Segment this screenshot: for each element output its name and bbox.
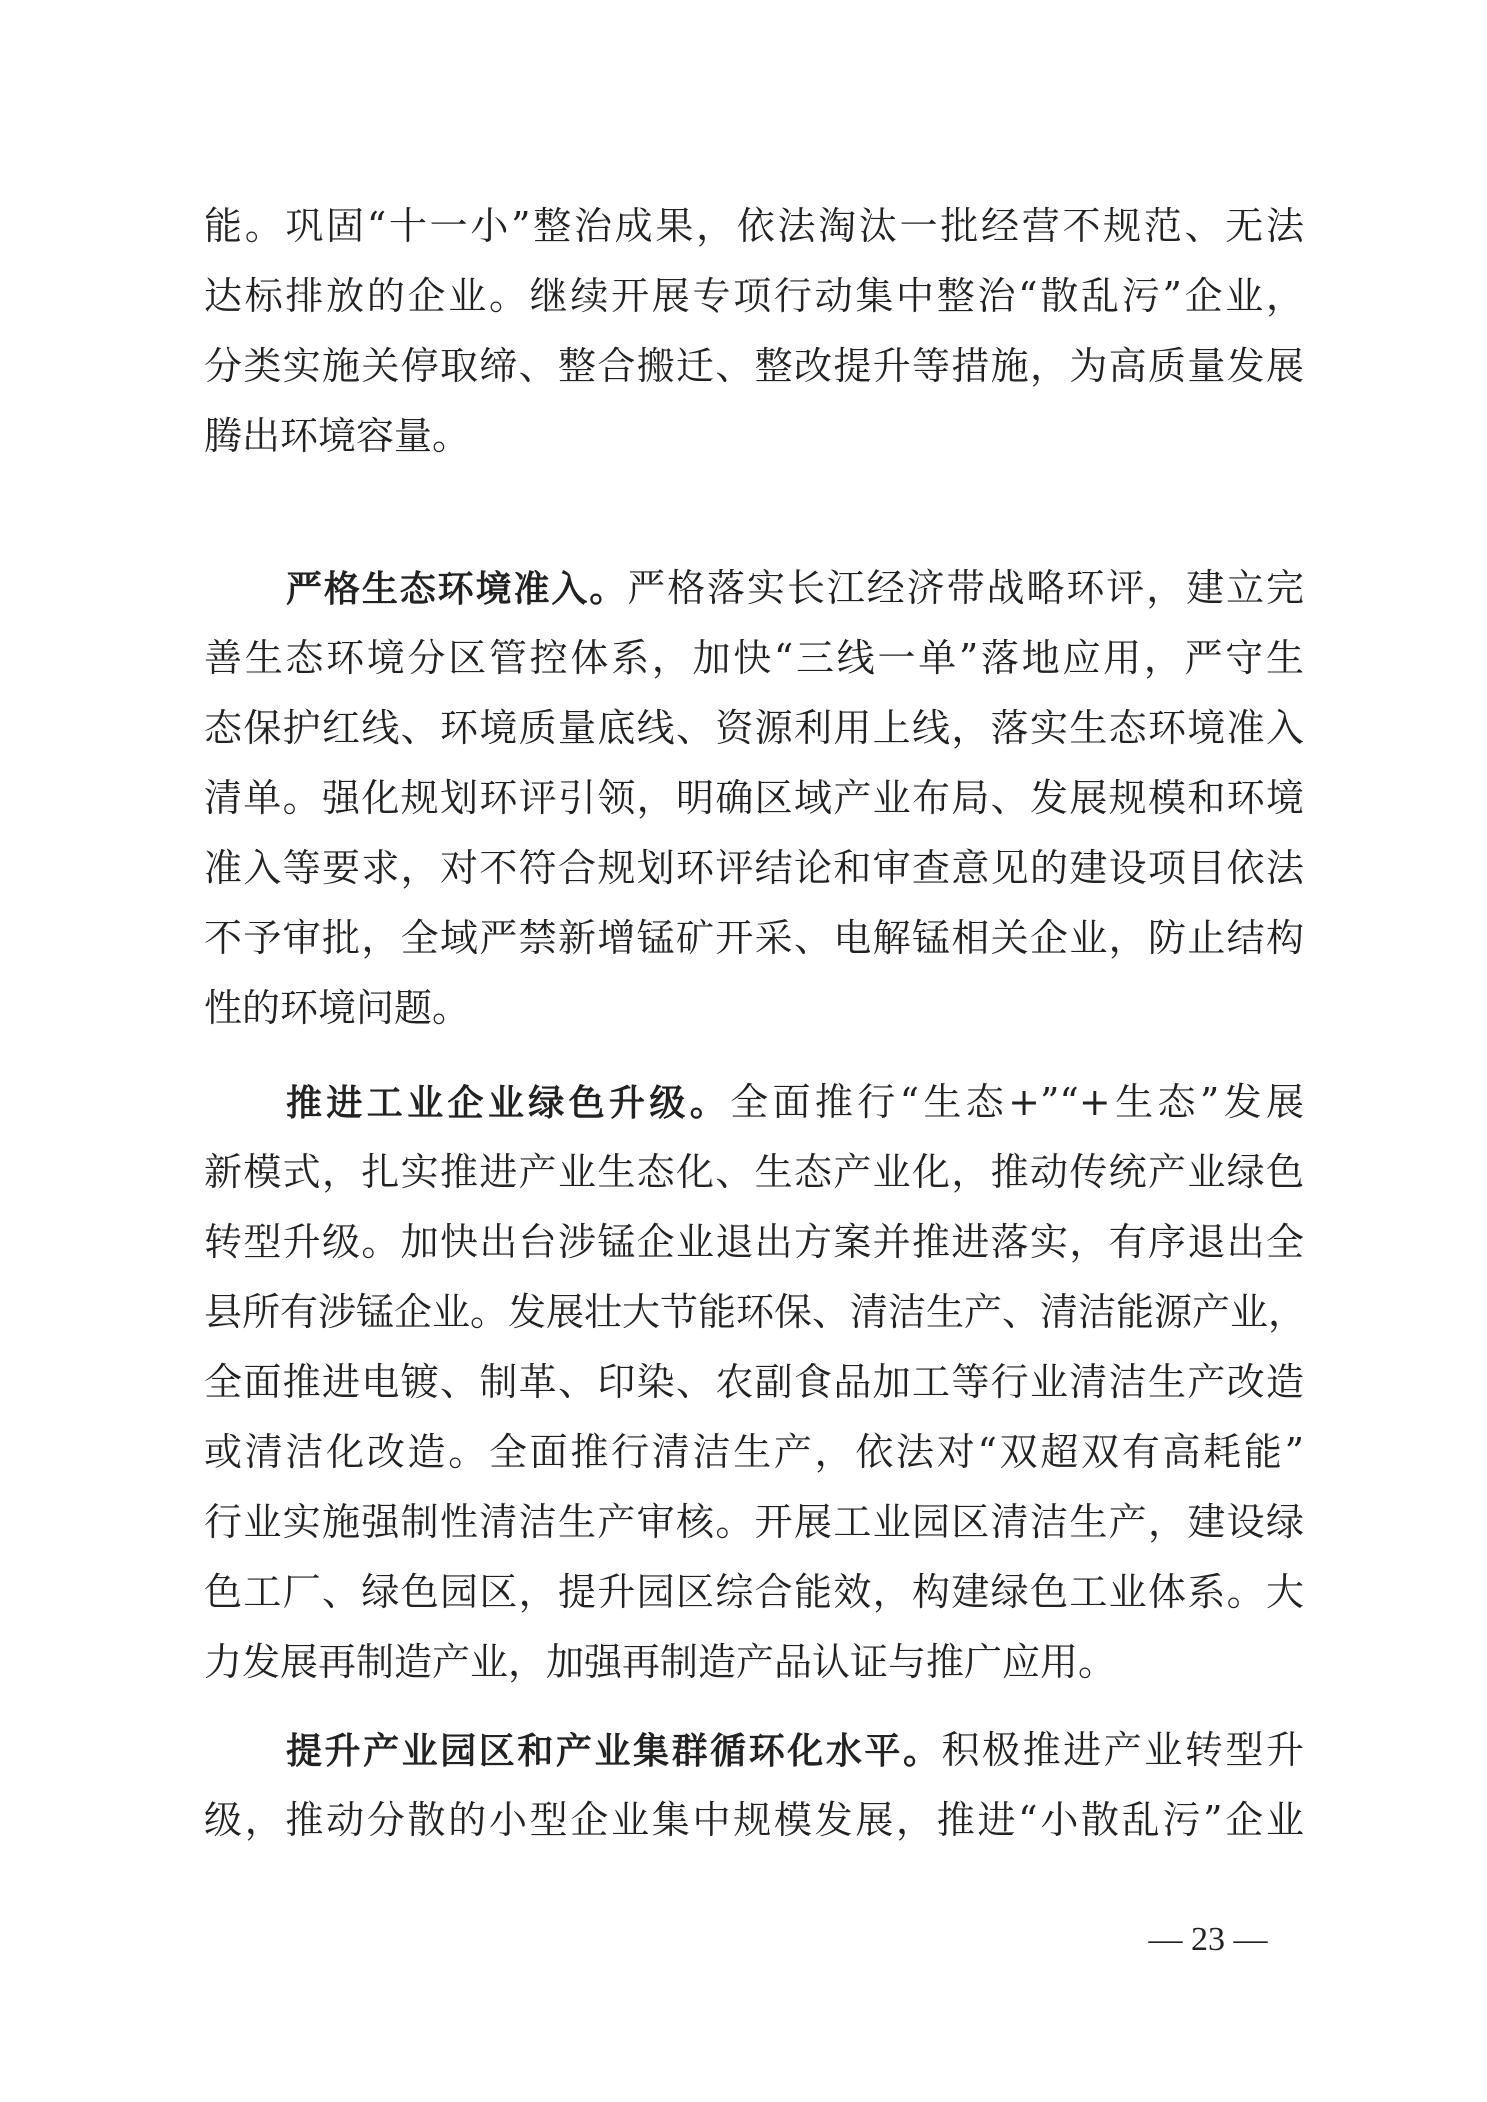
text-line: 分类实施关停取缔、整合搬迁、整改提升等措施，为高质量发展: [204, 344, 1304, 388]
text-line: 腾出环境容量。: [204, 414, 471, 458]
text-span: 积极推进产业转型升: [941, 1728, 1304, 1772]
text-line: 行业实施强制性清洁生产审核。开展工业园区清洁生产，建设绿: [204, 1500, 1304, 1544]
text-line: 不予审批，全域严禁新增锰矿开采、电解锰相关企业，防止结构: [204, 916, 1304, 960]
text-line: 能。巩固“十一小”整治成果，依法淘汰一批经营不规范、无法: [204, 204, 1304, 248]
paragraph-first-line: [204, 1072, 1304, 1132]
text-line: 转型升级。加快出台涉锰企业退出方案并推进落实，有序退出全: [204, 1220, 1304, 1264]
paragraph-heading: 推进工业企业绿色升级。: [286, 1083, 731, 1124]
text-span: 全面推行“生态+”“+生态”发展: [730, 1080, 1304, 1124]
text-line: 级，推动分散的小型企业集中规模发展，推进“小散乱污”企业: [204, 1798, 1304, 1842]
text-line: 清单。强化规划环评引领，明确区域产业布局、发展规模和环境: [204, 776, 1304, 820]
paragraph-heading: 提升产业园区和产业集群循环化水平。: [286, 1731, 942, 1772]
paragraph-first-line: [204, 558, 1304, 618]
page-number: — 23 —: [1148, 1921, 1268, 1958]
text-line: 新模式，扎实推进产业生态化、生态产业化，推动传统产业绿色: [204, 1150, 1304, 1194]
text-line: 色工厂、绿色园区，提升园区综合能效，构建绿色工业体系。大: [204, 1570, 1304, 1614]
text-line: 性的环境问题。: [204, 986, 471, 1030]
text-line: 准入等要求，对不符合规划环评结论和审查意见的建设项目依法: [204, 846, 1304, 890]
paragraph-heading: 严格生态环境准入。: [286, 569, 628, 610]
text-line: 达标排放的企业。继续开展专项行动集中整治“散乱污”企业，: [204, 274, 1304, 318]
text-line: 或清洁化改造。全面推行清洁生产，依法对“双超双有高耗能”: [204, 1430, 1304, 1474]
text-line: 善生态环境分区管控体系，加快“三线一单”落地应用，严守生: [204, 636, 1304, 680]
text-line: 全面推进电镀、制革、印染、农副食品加工等行业清洁生产改造: [204, 1360, 1304, 1404]
text-line: 力发展再制造产业，加强再制造产品认证与推广应用。: [204, 1640, 1117, 1684]
paragraph-first-line: [204, 1720, 1304, 1780]
text-span: 严格落实长江经济带战略环评，建立完: [627, 566, 1304, 610]
text-line: 态保护红线、环境质量底线、资源利用上线，落实生态环境准入: [204, 706, 1304, 750]
text-line: 县所有涉锰企业。发展壮大节能环保、清洁生产、清洁能源产业，: [204, 1290, 1307, 1334]
